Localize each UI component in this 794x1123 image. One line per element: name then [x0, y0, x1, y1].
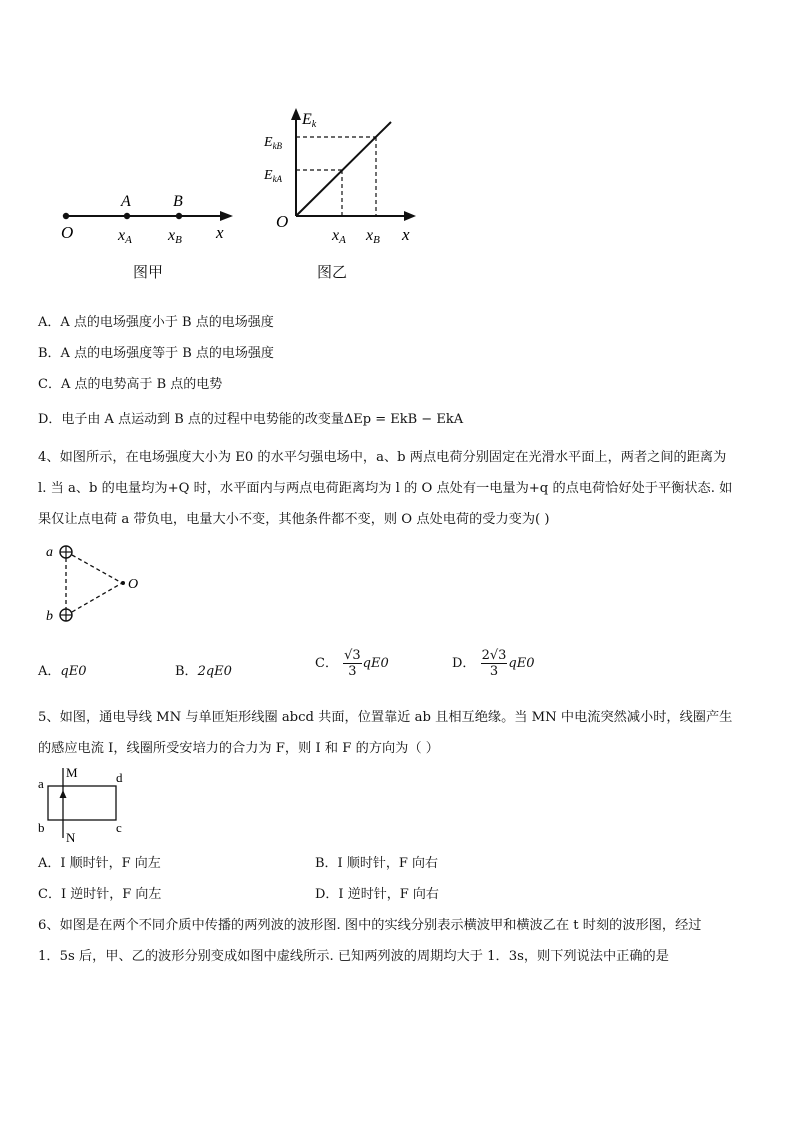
q5-option-a: A．I 顺时针，F 向左 [38, 856, 161, 871]
fraction: $\frac{√3}{3}$ [344, 648, 361, 679]
current-arrow [60, 790, 67, 798]
q3-option-d: D．电子由 A 点运动到 B 点的过程中电势能的改变量ΔEp = EkB − EkA [38, 412, 464, 427]
label-x-axis: x [216, 223, 224, 242]
q4-line-3: 果仅让点电荷 a 带负电，电量大小不变，其他条件都不变，则 O 点处电荷的受力变为( ) [38, 512, 550, 527]
q5-line-2: 的感应电流 I，线圈所受安培力的合力为 F，则 I 和 F 的方向为（ ） [38, 741, 439, 756]
label-xa: xA [332, 227, 346, 246]
q4-option-a: A．qE0 [38, 664, 87, 679]
label-b: b [38, 820, 45, 835]
label-n: N [66, 830, 76, 844]
label-origin: O [61, 223, 74, 242]
q3-option-a: A．A 点的电场强度小于 B 点的电场强度 [38, 315, 274, 330]
ek-line [296, 122, 391, 216]
q5-option-c: C．I 逆时针，F 向左 [38, 887, 162, 902]
q4-line-1: 4、如图所示，在电场强度大小为 E0 的水平匀强电场中，a、b 两点电荷分别固定在光滑水平面上，两者之间的距离为 [38, 450, 727, 465]
label-m: M [66, 765, 78, 780]
caption-jia: 图甲 [133, 263, 164, 281]
figure-jia [55, 188, 245, 248]
point-a [124, 213, 130, 219]
fraction: $\frac{2√3}{3}$ [481, 648, 507, 679]
ao-dash [72, 555, 122, 583]
label-d: d [116, 770, 123, 785]
point-o [63, 213, 69, 219]
point-o [121, 581, 125, 585]
label-xa: xA [118, 227, 132, 246]
label-a: A [121, 193, 131, 210]
label-x-axis: x [402, 225, 410, 244]
q3-option-b: B．A 点的电场强度等于 B 点的电场强度 [38, 346, 274, 361]
label-b: B [173, 193, 183, 210]
label-a: a [38, 776, 44, 791]
label-b: b [46, 609, 53, 624]
label-ek: Ek [302, 111, 317, 130]
y-axis-arrow [291, 108, 301, 120]
q6-line-2: 1．5s 后，甲、乙的波形分别变成如图中虚线所示. 已知两列波的周期均大于 1．3s，则下列说法中正确的是 [38, 949, 669, 964]
q6-line-1: 6、如图是在两个不同介质中传播的两列波的波形图. 图中的实线分别表示横波甲和横波乙在 t 时刻的波形图，经过 [38, 918, 702, 933]
label-origin: O [276, 212, 289, 231]
point-b [176, 213, 182, 219]
label-xb: xB [168, 227, 182, 246]
q3-option-c: C．A 点的电势高于 B 点的电势 [38, 377, 223, 392]
x-axis-arrow [404, 211, 416, 221]
caption-yi: 图乙 [317, 263, 348, 281]
label-ekb: $E_{kB}$ [264, 135, 283, 151]
q4-option-d: D． $\frac{2√3}{3}$ qE0 [452, 648, 535, 679]
label-a: a [46, 545, 53, 560]
q5-option-b: B．I 顺时针，F 向右 [315, 856, 438, 871]
bo-dash [72, 583, 122, 612]
q4-option-b: B．2qE0 [175, 664, 232, 679]
coil-abcd [48, 786, 116, 820]
x-axis-arrow [220, 211, 233, 221]
label-c: c [116, 820, 122, 835]
q4-option-c: C． $\frac{√3}{3}$ qE0 [315, 648, 389, 679]
label-xb: xB [366, 227, 380, 246]
q5-figure [36, 764, 136, 844]
q4-line-2: l. 当 a、b 的电量均为+Q 时，水平面内与两点电荷距离均为 l 的 O 点处有一电量为+q 的点电荷恰好处于平衡状态. 如 [38, 481, 733, 496]
label-eka: $E_{kA}$ [264, 168, 283, 184]
q4-figure [42, 540, 152, 625]
q5-line-1: 5、如图，通电导线 MN 与单匝矩形线圈 abcd 共面，位置靠近 ab 且相互绝缘。当 MN 中电流突然减小时，线圈产生 [38, 710, 733, 725]
label-o: O [128, 577, 139, 592]
q5-option-d: D．I 逆时针，F 向右 [315, 887, 439, 902]
figure-yi [258, 106, 418, 246]
